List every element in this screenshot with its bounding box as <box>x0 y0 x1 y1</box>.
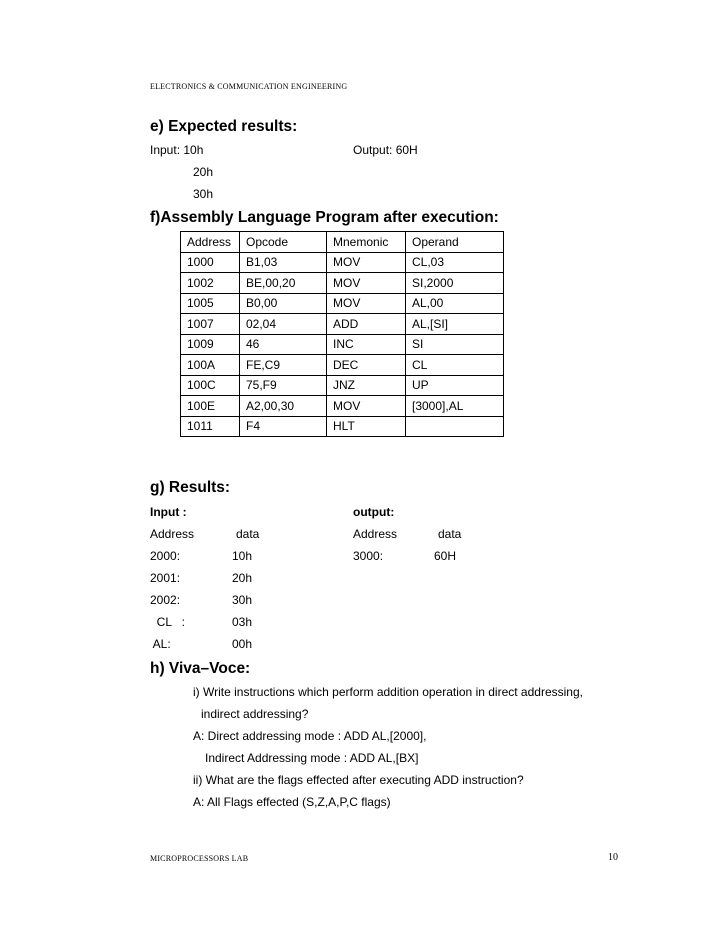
viva-answer: Indirect Addressing mode : ADD AL,[BX] <box>205 751 419 765</box>
section-heading-viva: h) Viva–Voce: <box>150 660 251 677</box>
column-header: Operand <box>406 232 504 253</box>
table-row <box>181 396 504 417</box>
opcode-cell: 46 <box>240 334 327 355</box>
table-row <box>181 252 504 273</box>
operand-cell: CL <box>406 355 504 376</box>
section-heading-results: g) Results: <box>150 479 231 496</box>
address-cell: 1000 <box>181 252 240 273</box>
mnemonic-cell: MOV <box>327 396 406 417</box>
column-header: Address <box>181 232 240 253</box>
address-cell: 1005 <box>181 293 240 314</box>
results-input-data: 03h <box>232 615 253 629</box>
viva-question: indirect addressing? <box>201 707 309 721</box>
expected-input-value: 30h <box>193 187 214 201</box>
viva-question: ii) What are the flags effected after executing ADD instruction? <box>193 773 524 787</box>
address-cell: 1011 <box>181 416 240 437</box>
table-row <box>181 314 504 335</box>
address-cell: 1007 <box>181 314 240 335</box>
opcode-cell: 75,F9 <box>240 375 327 396</box>
opcode-cell: A2,00,30 <box>240 396 327 417</box>
table-row <box>181 416 504 437</box>
results-input-data: 20h <box>232 571 253 585</box>
results-output-address: 3000: <box>353 549 384 563</box>
footer-lab-name: MICROPROCESSORS LAB <box>150 854 249 863</box>
results-input-register: CL : <box>150 615 185 629</box>
expected-input-value: 20h <box>193 165 214 179</box>
page-number: 10 <box>608 852 618 863</box>
results-input-register: AL: <box>150 637 171 651</box>
operand-cell: SI <box>406 334 504 355</box>
results-input-column-header: data <box>236 527 260 541</box>
results-output-column-header: Address <box>353 527 398 541</box>
mnemonic-cell: MOV <box>327 293 406 314</box>
results-input-data: 10h <box>232 549 253 563</box>
results-output-data: 60H <box>434 549 457 563</box>
mnemonic-cell: MOV <box>327 252 406 273</box>
mnemonic-cell: ADD <box>327 314 406 335</box>
mnemonic-cell: HLT <box>327 416 406 437</box>
table-header-row <box>181 232 504 253</box>
mnemonic-cell: DEC <box>327 355 406 376</box>
results-input-label: Input : <box>150 505 187 519</box>
operand-cell: SI,2000 <box>406 273 504 294</box>
expected-output: Output: 60H <box>353 143 418 157</box>
mnemonic-cell: INC <box>327 334 406 355</box>
table-row <box>181 375 504 396</box>
viva-question: i) Write instructions which perform addition operation in direct addressing, <box>193 685 583 699</box>
results-input-data: 00h <box>232 637 253 651</box>
viva-answer: A: Direct addressing mode : ADD AL,[2000], <box>193 729 427 743</box>
operand-cell: [3000],AL <box>406 396 504 417</box>
opcode-cell: F4 <box>240 416 327 437</box>
section-heading-alp: f)Assembly Language Program after execution: <box>150 209 499 226</box>
address-cell: 1002 <box>181 273 240 294</box>
opcode-cell: B0,00 <box>240 293 327 314</box>
address-cell: 100C <box>181 375 240 396</box>
expected-input: Input: 10h <box>150 143 204 157</box>
address-cell: 100A <box>181 355 240 376</box>
table-row <box>181 355 504 376</box>
operand-cell <box>406 416 504 437</box>
viva-answer: A: All Flags effected (S,Z,A,P,C flags) <box>193 795 391 809</box>
operand-cell: AL,00 <box>406 293 504 314</box>
operand-cell: CL,03 <box>406 252 504 273</box>
table-row <box>181 273 504 294</box>
section-heading-expected: e) Expected results: <box>150 118 298 135</box>
results-input-address: 2002: <box>150 593 181 607</box>
results-input-address: 2000: <box>150 549 181 563</box>
mnemonic-cell: MOV <box>327 273 406 294</box>
results-output-column-header: data <box>438 527 462 541</box>
running-header: ELECTRONICS & COMMUNICATION ENGINEERING <box>150 82 348 91</box>
results-input-column-header: Address <box>150 527 195 541</box>
operand-cell: AL,[SI] <box>406 314 504 335</box>
column-header: Opcode <box>240 232 327 253</box>
operand-cell: UP <box>406 375 504 396</box>
address-cell: 1009 <box>181 334 240 355</box>
opcode-cell: BE,00,20 <box>240 273 327 294</box>
opcode-cell: FE,C9 <box>240 355 327 376</box>
results-input-address: 2001: <box>150 571 181 585</box>
column-header: Mnemonic <box>327 232 406 253</box>
table-row <box>181 334 504 355</box>
table-row <box>181 293 504 314</box>
results-input-data: 30h <box>232 593 253 607</box>
opcode-cell: B1,03 <box>240 252 327 273</box>
alp-table <box>180 231 504 437</box>
results-output-label: output: <box>353 505 395 519</box>
mnemonic-cell: JNZ <box>327 375 406 396</box>
opcode-cell: 02,04 <box>240 314 327 335</box>
address-cell: 100E <box>181 396 240 417</box>
